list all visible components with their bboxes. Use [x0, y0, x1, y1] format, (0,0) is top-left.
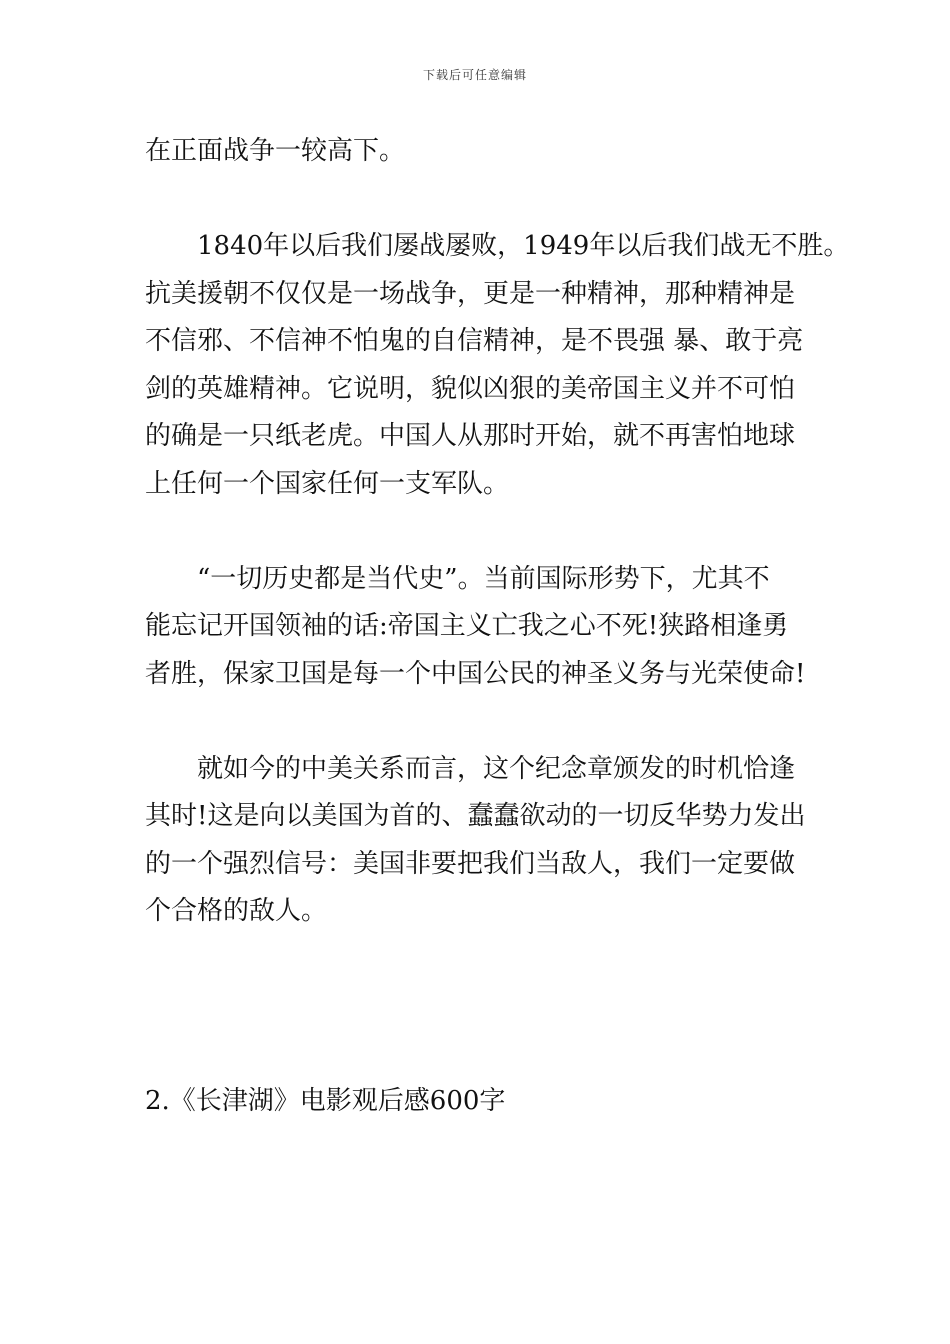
paragraph-4: [145, 746, 810, 936]
text-line: 其时!这是向以美国为首的、蠢蠢欲动的一切反华势力发出: [145, 801, 806, 831]
paragraph-spacer: [145, 176, 810, 224]
paragraph-1: [145, 128, 810, 176]
text-line: 剑的英雄精神。它说明，貌似凶狠的美帝国主义并不可怕: [145, 373, 796, 404]
section-heading-text: 2.《长津湖》电影观后感600字: [145, 1085, 506, 1116]
text-line: 1840年以后我们屡战屡败，1949年以后我们战无不胜。: [197, 231, 850, 261]
text-line: 的一个强烈信号：美国非要把我们当敌人，我们一定要做: [145, 848, 796, 879]
text-line: 上任何一个国家任何一支军队。: [145, 468, 510, 499]
text-line: 在正面战争一较高下。: [145, 136, 406, 166]
section-heading: [145, 1078, 810, 1126]
text-line: 抗美援朝不仅仅是一场战争，更是一种精神，那种精神是: [145, 278, 796, 309]
section-spacer: [145, 936, 810, 1078]
paragraph-2: [145, 223, 850, 508]
paragraph-spacer: [145, 508, 810, 556]
paragraph-spacer: [145, 698, 810, 746]
page-header-note: 下载后可任意编辑: [422, 68, 527, 82]
text-line: 就如今的中美关系而言，这个纪念章颁发的时机恰逢: [197, 753, 796, 784]
text-line: 个合格的敌人。: [145, 896, 328, 926]
text-line: 的确是一只纸老虎。中国人从那时开始，就不再害怕地球: [145, 421, 796, 451]
text-line: 能忘记开国领袖的话:帝国主义亡我之心不死!狭路相逢勇: [145, 611, 789, 641]
text-line: 者胜，保家卫国是每一个中国公民的神圣义务与光荣使命!: [145, 658, 806, 689]
document-body: [145, 128, 850, 1125]
text-line: “一切历史都是当代史”。当前国际形势下，尤其不: [197, 563, 770, 594]
paragraph-3: [145, 556, 810, 699]
text-line: 不信邪、不信神不怕鬼的自信精神，是不畏强 暴、敢于亮: [145, 326, 804, 356]
